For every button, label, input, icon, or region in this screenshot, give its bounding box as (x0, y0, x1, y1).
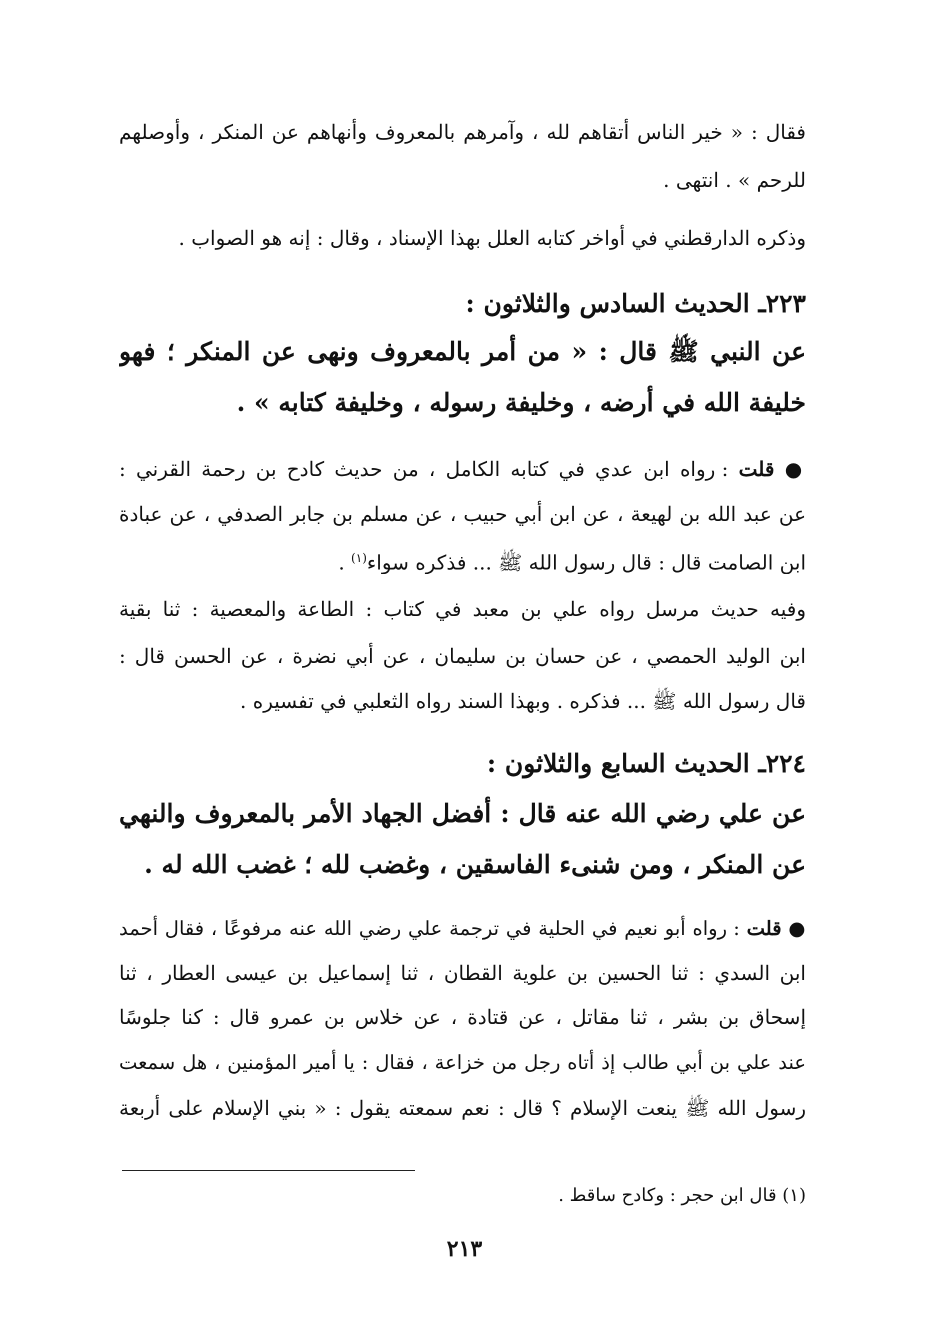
commentary-line: عند علي بن أبي طالب إذ أتاه رجل من خزاعة ، فقال : يا أمير المؤمنين ، هل سمعت (119, 1051, 806, 1074)
commentary-line (119, 542, 806, 574)
commentary-line (119, 453, 806, 485)
footnote-reference: (١) (351, 551, 367, 565)
commentary-line (119, 913, 806, 945)
footnote-text: (١) قال ابن حجر : وكادح ساقط . (558, 1185, 806, 1206)
commentary-text: . (338, 550, 352, 574)
hadith-text-line: عن النبي ﷺ قال : « من أمر بالمعروف ونهى عن المنكر ؛ فهو (119, 337, 806, 366)
commentary-line: قال رسول الله ﷺ ... فذكره . وبهذا السند رواه الثعلبي في تفسيره . (240, 689, 806, 713)
commentary-text: : رواه ابن عدي في كتابه الكامل ، من حديث كادح بن رحمة القرني : (119, 457, 729, 481)
bullet-icon: ● (784, 457, 806, 481)
hadith-text-line: عن علي رضي الله عنه قال : أفضل الجهاد الأمر بالمعروف والنهي (119, 799, 806, 828)
hadith-text-line: عن المنكر ، ومن شنىء الفاسقين ، وغضب لله ؛ غضب الله له . (144, 850, 806, 879)
qult-label: قلت (738, 457, 775, 481)
text-line: للرحم » . انتهى . (663, 168, 806, 192)
commentary-line: وفيه حديث مرسل رواه علي بن معبد في كتاب : الطاعة والمعصية : ثنا بقية (119, 597, 806, 621)
section-heading-224: ٢٢٤ـ الحديث السابع والثلاثون : (486, 749, 806, 778)
hadith-text-line: خليفة الله في أرضه ، وخليفة رسوله ، وخليفة كتابه » . (236, 388, 806, 417)
text-line: فقال : « خير الناس أتقاهم لله ، وآمرهم بالمعروف وأنهاهم عن المنكر ، وأوصلهم (119, 120, 806, 144)
commentary-line: ابن السدي : ثنا الحسين بن علوية القطان ، ثنا إسماعيل بن عيسى العطار ، ثنا (119, 961, 806, 985)
commentary-line: رسول الله ﷺ ينعت الإسلام ؟ قال : نعم سمعته يقول : « بني الإسلام على أربعة (119, 1096, 806, 1120)
commentary-text: : رواه أبو نعيم في الحلية في ترجمة علي رضي الله عنه مرفوعًا ، فقال أحمد (119, 917, 740, 940)
text-line: وذكره الدارقطني في أواخر كتابه العلل بهذا الإسناد ، وقال : إنه هو الصواب . (178, 226, 806, 250)
commentary-line: ابن الوليد الحمصي ، عن حسان بن سليمان ، عن أبي نضرة ، عن الحسن قال : (119, 644, 806, 668)
footnote-divider (122, 1170, 415, 1171)
commentary-line: إسحاق بن بشر ، ثنا مقاتل ، عن قتادة ، عن خلاس بن عمرو قال : كنا جلوسًا (119, 1005, 806, 1029)
section-heading-223: ٢٢٣ـ الحديث السادس والثلاثون : (465, 289, 806, 318)
bullet-icon: ● (788, 917, 806, 940)
qult-label: قلت (746, 917, 782, 940)
commentary-text: ابن الصامت قال : قال رسول الله ﷺ ... فذكره سواء (366, 550, 806, 574)
page-number: ٢١٣ (446, 1236, 483, 1262)
commentary-line: عن عبد الله بن لهيعة ، عن ابن أبي حبيب ، عن مسلم بن جابر الصدفي ، عن عبادة (119, 502, 806, 526)
